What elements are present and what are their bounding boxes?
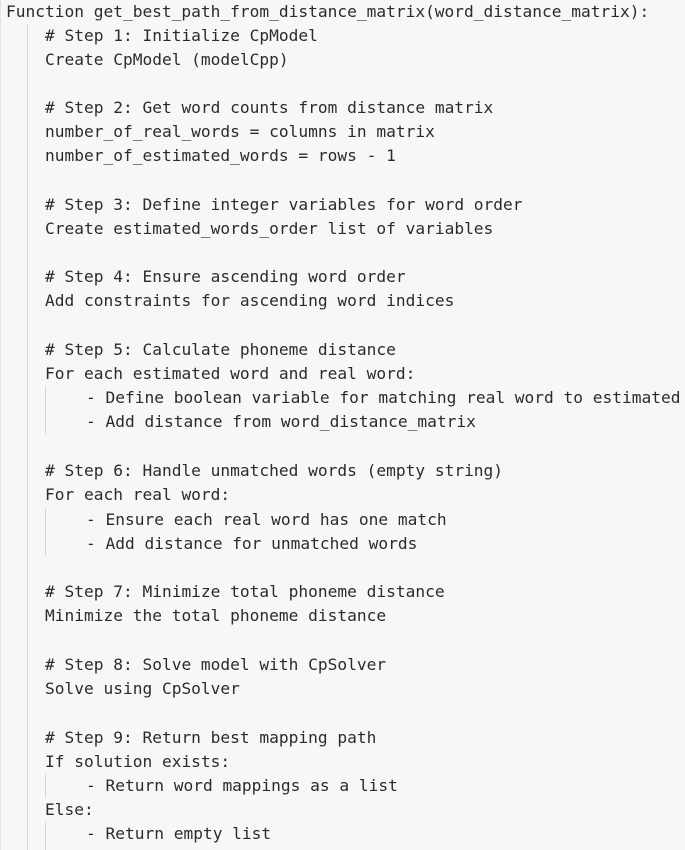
code-line: - Define boolean variable for matching real word to estimated [86, 388, 681, 407]
step5-comment: # Step 5: Calculate phoneme distance [45, 340, 396, 359]
step4-comment: # Step 4: Ensure ascending word order [45, 267, 406, 286]
code-line: Solve using CpSolver [45, 679, 240, 698]
step8-comment: # Step 8: Solve model with CpSolver [45, 655, 387, 674]
code-block [1, 0, 685, 850]
code-line: Create CpModel (modelCpp) [45, 50, 289, 69]
code-line: - Return empty list [86, 824, 272, 843]
code-line: For each real word: [45, 485, 231, 504]
code-line: Minimize the total phoneme distance [45, 606, 387, 625]
code-line: If solution exists: [45, 752, 231, 771]
code-line: Else: [45, 800, 94, 819]
code-line: number_of_real_words = columns in matrix [45, 122, 435, 141]
function-header: Function get_best_path_from_distance_matrix(word_distance_matrix): [6, 2, 650, 21]
step3-comment: # Step 3: Define integer variables for word order [45, 195, 523, 214]
step7-comment: # Step 7: Minimize total phoneme distance [45, 582, 445, 601]
code-line: number_of_estimated_words = rows - 1 [45, 146, 396, 165]
code-line: Create estimated_words_order list of variables [45, 219, 494, 238]
code-line: For each estimated word and real word: [45, 364, 416, 383]
step9-comment: # Step 9: Return best mapping path [45, 728, 377, 747]
code-line: - Ensure each real word has one match [86, 510, 447, 529]
code-line: - Add distance from word_distance_matrix [86, 412, 476, 431]
step2-comment: # Step 2: Get word counts from distance matrix [45, 98, 494, 117]
code-line: Add constraints for ascending word indices [45, 291, 455, 310]
code-line: - Return word mappings as a list [86, 776, 398, 795]
step6-comment: # Step 6: Handle unmatched words (empty string) [45, 461, 504, 480]
step1-comment: # Step 1: Initialize CpModel [45, 26, 318, 45]
code-line: - Add distance for unmatched words [86, 534, 418, 553]
